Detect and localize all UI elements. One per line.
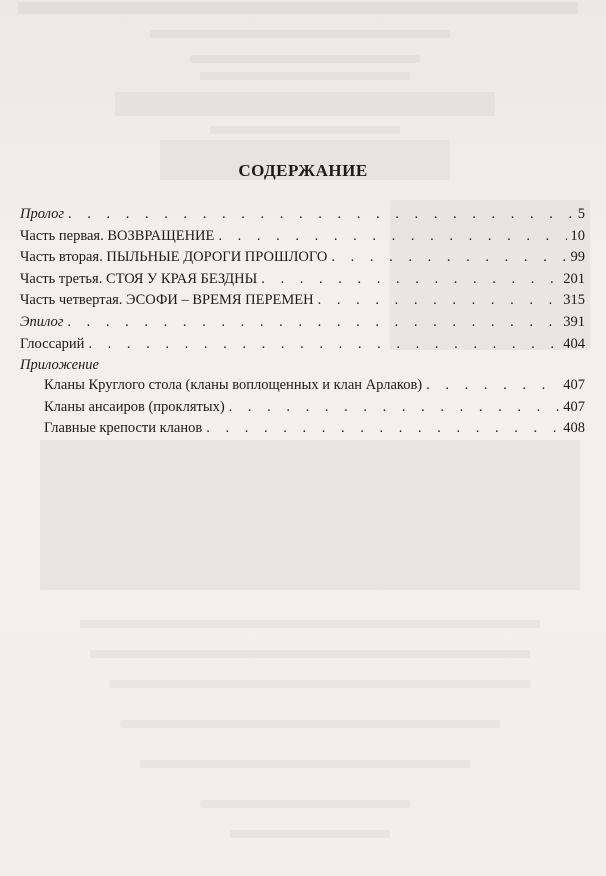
toc-entry-page: 404	[563, 335, 585, 352]
toc-entry-appendix-clans-round-table	[20, 377, 585, 399]
toc-entry-page: 408	[563, 420, 585, 437]
dot-leader	[88, 336, 559, 353]
toc-entry-appendix-fortresses	[20, 420, 585, 442]
toc-entry-page: 5	[577, 206, 585, 222]
toc-entry-label: Часть четвертая. ЭСОФИ – ВРЕМЯ ПЕРЕМЕН	[20, 292, 314, 309]
contents-title: СОДЕРЖАНИЕ	[238, 161, 368, 180]
toc-entry-page: 201	[563, 270, 585, 287]
toc-entry-epilogue	[20, 314, 585, 336]
toc-entry-label: Главные крепости кланов	[44, 420, 203, 437]
toc-entry-label: Глоссарий	[20, 335, 85, 352]
toc-entry-label: Часть третья. СТОЯ У КРАЯ БЕЗДНЫ	[20, 270, 258, 287]
toc-entry-page: 315	[563, 292, 585, 309]
toc-entry-glossary	[20, 336, 585, 358]
dot-leader	[206, 420, 559, 437]
toc-entry-appendix	[20, 357, 585, 377]
toc-entry-label: Приложение	[20, 357, 99, 374]
toc-entry-page: 10	[570, 227, 585, 244]
dot-leader	[318, 292, 560, 309]
dot-leader	[67, 314, 559, 331]
table-of-contents	[20, 206, 585, 442]
toc-entry-label: Часть вторая. ПЫЛЬНЫЕ ДОРОГИ ПРОШЛОГО	[20, 249, 328, 266]
toc-entry-page: 407	[563, 398, 585, 415]
toc-entry-page: 407	[563, 377, 585, 394]
dot-leader	[261, 271, 559, 288]
toc-entry-part-2	[20, 249, 585, 271]
toc-entry-part-4	[20, 292, 585, 314]
dot-leader	[331, 249, 566, 266]
toc-entry-label: Кланы Круглого стола (кланы воплощенных и клан Арлаков)	[44, 377, 423, 394]
toc-entry-part-1	[20, 228, 585, 250]
toc-entry-label: Пролог	[20, 206, 65, 222]
dot-leader	[68, 206, 574, 223]
dot-leader	[426, 377, 559, 394]
toc-entry-label: Эпилог	[20, 313, 64, 330]
toc-entry-page: 391	[563, 313, 585, 330]
toc-entry-label: Кланы ансаиров (проклятых)	[44, 398, 225, 415]
dot-leader	[229, 399, 560, 416]
toc-entry-prologue	[20, 206, 585, 228]
toc-entry-page: 99	[570, 249, 585, 266]
toc-entry-label: Часть первая. ВОЗВРАЩЕНИЕ	[20, 227, 215, 244]
toc-entry-part-3	[20, 271, 585, 293]
dot-leader	[218, 228, 566, 245]
toc-entry-appendix-clans-ansairs	[20, 399, 585, 421]
